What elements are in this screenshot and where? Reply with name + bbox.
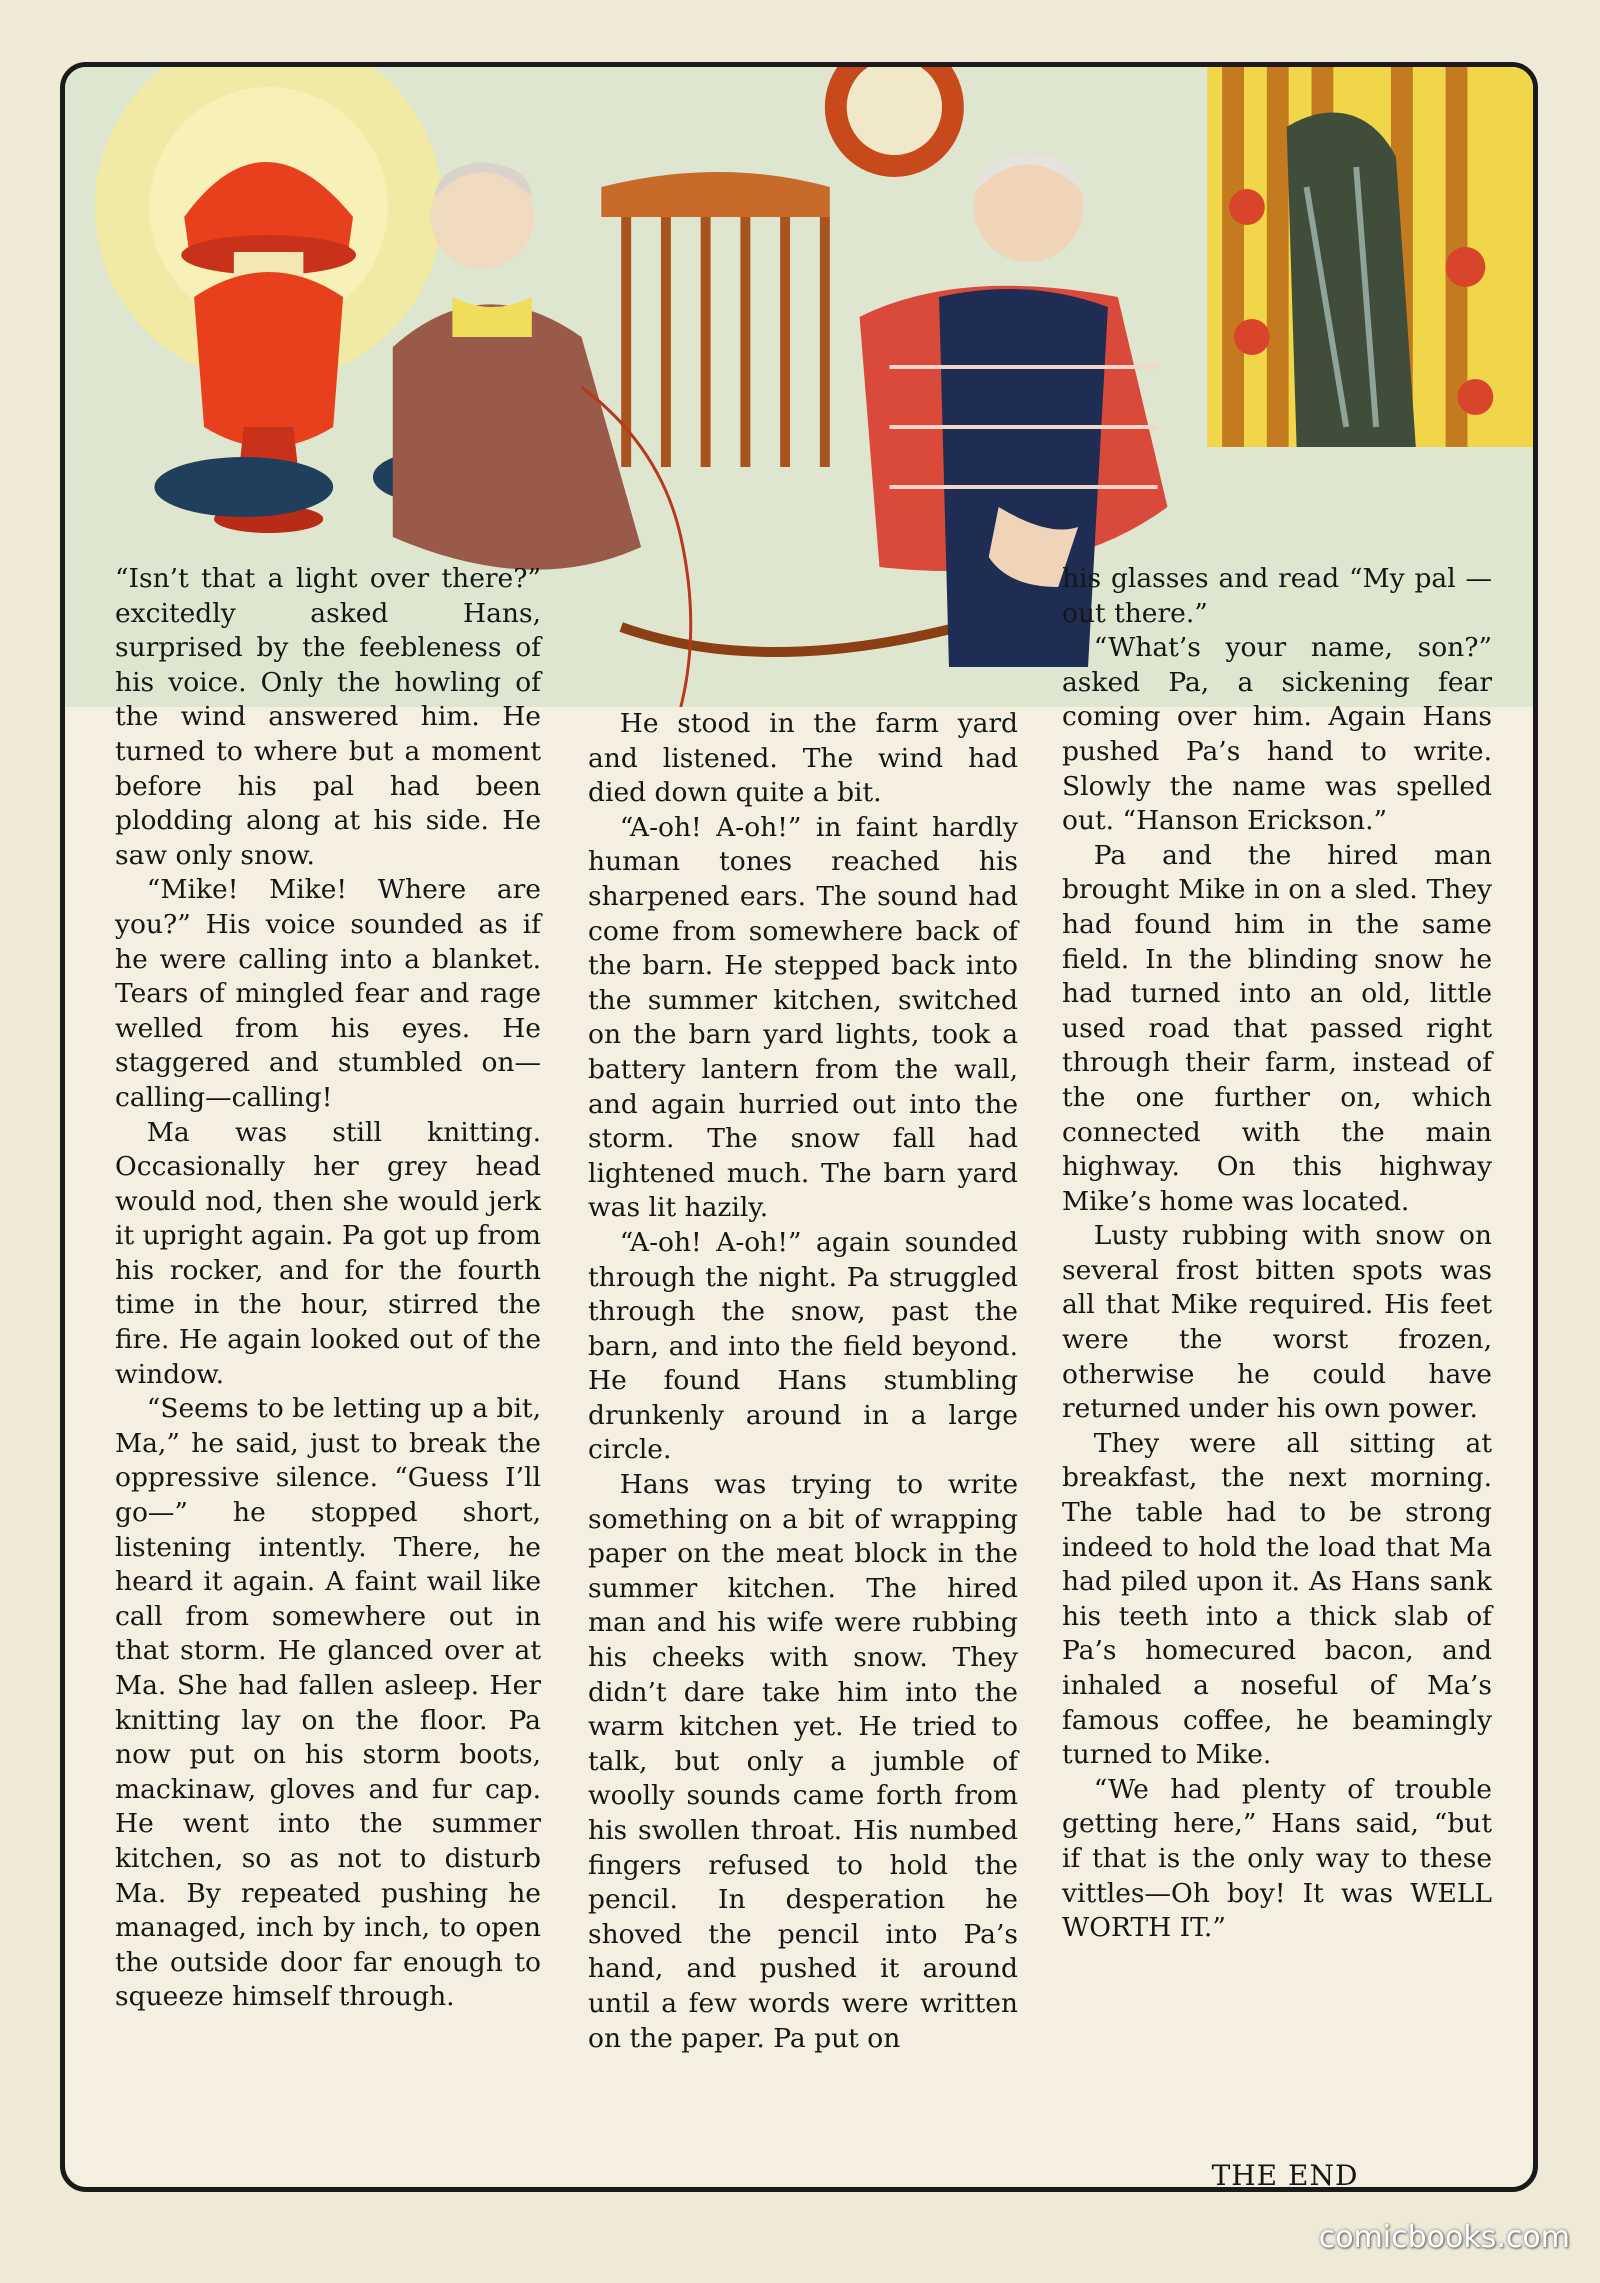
paragraph: They were all sitting at breakfast, the next morning. The table had to be strong indeed to hold the load that Ma had piled upon it. As Hans sank his teeth into a thick slab of Pa’s homecured bacon, and inhaled a noseful of Ma’s famous coffee, he beamingly turned to Mike.: [1062, 1427, 1492, 1771]
paragraph: “A-oh! A-oh!” in faint hardly human tones reached his sharpened ears. The sound had come from somewhere back of the barn. He stepped back into the summer kitchen, switched on the barn yard lights, took a battery lantern from the wall, and again hurried out into the storm. The snow fall had lightened much. The barn yard was lit hazily.: [588, 811, 1018, 1224]
comic-page-panel: [60, 62, 1538, 2192]
text-column-1: [115, 562, 541, 2015]
paragraph: “We had plenty of trouble getting here,” Hans said, “but if that is the only way to these vittles—Oh boy! It was WELL WORTH IT.”: [1062, 1773, 1492, 1944]
paragraph: “A-oh! A-oh!” again sounded through the night. Pa struggled through the snow, past the barn, and into the field beyond. He found Hans stumbling drunkenly around in a large circle.: [588, 1226, 1018, 1466]
paragraph: “Mike! Mike! Where are you?” His voice sounded as if he were calling into a blanket. Tears of mingled fear and rage welled from his eyes. He staggered and stumbled on—calling—calling!: [115, 874, 541, 1113]
paragraph: “Isn’t that a light over there?” excitedly asked Hans, surprised by the feebleness of his voice. Only the howling of the wind answered him. He turned to where but a moment before his pal had been plodding along at his side. He saw only snow.: [115, 563, 541, 871]
paragraph: Hans was trying to write something on a bit of wrapping paper on the meat block in the summer kitchen. The hired man and his wife were rubbing his cheeks with snow. They didn’t dare take him into the warm kitchen yet. He tried to talk, but only a jumble of woolly sounds came forth from his swollen throat. His numbed fingers refused to hold the pencil. In desperation he shoved the pencil into Pa’s hand, and pushed it around until a few words were written on the paper. Pa put on: [588, 1469, 1018, 2054]
text-column-3: [1062, 562, 1492, 1946]
paragraph: “Seems to be letting up a bit, Ma,” he said, just to break the oppressive silence. “Guess I’ll go—” he stopped short, listening intently. There, he heard it again. A faint wail like call from somewhere out in that storm. He glanced over at Ma. She had fallen asleep. Her knitting lay on the floor. Pa now put on his storm boots, mackinaw, gloves and fur cap. He went into the summer kitchen, so as not to disturb Ma. By repeated pushing he managed, inch by inch, to open the outside door far enough to squeeze himself through.: [115, 1393, 541, 2013]
paragraph: He stood in the farm yard and listened. The wind had died down quite a bit.: [588, 708, 1018, 809]
the-end-label: THE END: [1211, 2159, 1359, 2192]
site-watermark: comicbooks.com: [1318, 2220, 1570, 2255]
paragraph: “What’s your name, son?” asked Pa, a sickening fear coming over him. Again Hans pushed Pa’s hand to write. Slowly the name was spelled out. “Hanson Erickson.”: [1062, 632, 1492, 837]
paragraph: his glasses and read “My pal —out there.”: [1062, 563, 1492, 629]
paragraph: Ma was still knitting. Occasionally her grey head would nod, then she would jerk it upright again. Pa got up from his rocker, and for the fourth time in the hour, stirred the fire. He again looked out of the window.: [115, 1116, 541, 1390]
paragraph: Pa and the hired man brought Mike in on a sled. They had found him in the same field. In the blinding snow he had turned into an old, little used road that passed right through their farm, instead of the one further on, which connected with the main highway. On this highway Mike’s home was located.: [1062, 839, 1492, 1217]
text-column-2: [588, 707, 1018, 2056]
paragraph: Lusty rubbing with snow on several frost bitten spots was all that Mike required. His feet were the worst frozen, otherwise he could have returned under his own power.: [1062, 1220, 1492, 1425]
